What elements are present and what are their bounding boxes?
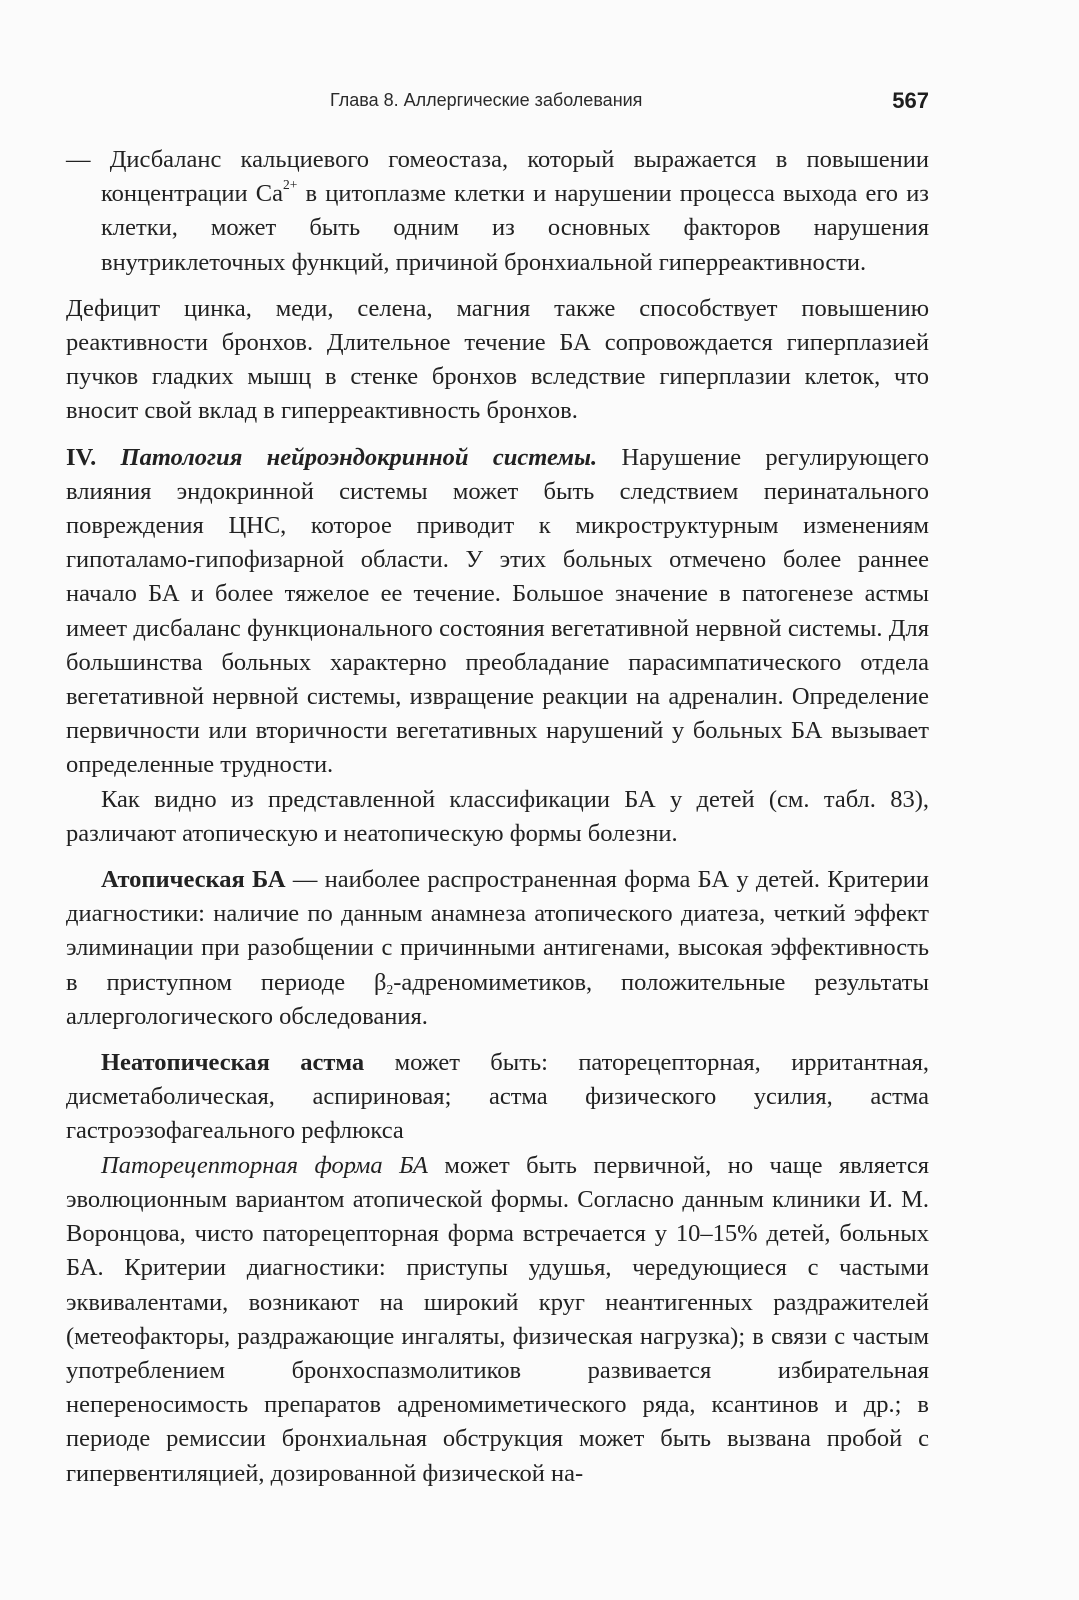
paragraph-text: Дисбаланс кальциевого гомеостаза, который выражается в повышении концентрации Ca <box>90 146 929 208</box>
paragraph-classification <box>66 783 929 851</box>
paragraph-text: -адреномиметиков, положительные результаты аллергологического обследования. <box>66 968 929 1030</box>
paragraph-nonatopic-asthma <box>66 1046 929 1149</box>
page-body <box>66 143 929 1491</box>
subscript-two: 2 <box>386 981 394 997</box>
term-nonatopic: Неатопическая астма <box>101 1049 365 1077</box>
running-head: Глава 8. Аллергические заболевания <box>330 90 643 110</box>
paragraph-trace-elements <box>66 292 929 429</box>
dash-marker: — <box>66 146 91 173</box>
paragraph-neuroendocrine <box>66 441 929 783</box>
section-heading: Патология нейроэндокринной системы. <box>120 443 598 471</box>
superscript-charge: 2+ <box>282 177 298 193</box>
paragraph-text: в цитоплазме клетки и нарушении процесса выхода его из клетки, может быть одним из основных факторов нарушения внутриклеточных функций, причиной бронхиальной гиперреактивности. <box>101 180 929 276</box>
paragraph-text: Как видно из представленной классификации БА у детей (см. табл. 83), различают атопическую и неатопическую формы болезни. <box>66 785 929 847</box>
paragraph-calcium-imbalance <box>66 143 929 280</box>
term-pathoreceptor: Паторецепторная форма БА <box>101 1151 428 1179</box>
paragraph-text: — наиболее распространенная форма БА у детей. Критерии диагностики: наличие по данным анамнеза атопического диатеза, четкий эффект элиминации при разобщении с причинными антигенами, высокая эффективность в приступном периоде β <box>66 866 929 996</box>
term-atopic: Атопическая БА <box>101 866 286 894</box>
paragraph-text: Дефицит цинка, меди, селена, магния также способствует повышению реактивности бронхов. Длительное течение БА сопровождается гиперплазией пучков гладких мышц в стенке бронхов вследствие гиперплазии клеток, что вносит свой вклад в гиперреактивность бронхов. <box>66 294 929 425</box>
paragraph-pathoreceptor <box>66 1149 929 1491</box>
paragraph-text: Нарушение регулирующего влияния эндокринной системы может быть следствием перинатального повреждения ЦНС, которое приводит к микроструктурным изменениям гипоталамо-гипофизарной области. У этих больных отмечено более раннее начало БА и более тяжелое ее течение. Большое значение в патогенезе астмы имеет дисбаланс функционального состояния вегетативной нервной системы. Для большинства больных характерно преобладание парасимпатического отдела вегетативной нервной системы, извращение реакции на адреналин. Определение первичности или вторичности вегетативных нарушений у больных БА вызывает определенные трудности. <box>66 443 929 779</box>
paragraph-text: может быть первичной, но чаще является эволюционным вариантом атопической формы. Согласно данным клиники И. М. Воронцова, чисто паторецепторная форма встречается у 10–15% детей, больных БА. Критерии диагностики: приступы удушья, чередующиеся с частыми эквивалентами, возникают на широкий круг неантигенных раздражителей (метеофакторы, раздражающие ингаляты, физическая нагрузка); в связи с частым употреблением бронхоспазмолитиков развивается избирательная непереносимость препаратов адреномиметического ряда, ксантинов и др.; в периоде ремиссии бронхиальная обструкция может быть вызвана пробой с гипервентиляцией, дозированной физической на- <box>66 1151 929 1487</box>
page-number: 567 <box>892 88 929 113</box>
paragraph-text: может быть: паторецепторная, ирритантная, дисметаболическая, аспириновая; астма физического усилия, астма гастроэзофагеального рефлюкса <box>66 1049 929 1145</box>
section-numeral: IV. <box>66 443 97 471</box>
paragraph-atopic-asthma <box>66 863 929 1034</box>
